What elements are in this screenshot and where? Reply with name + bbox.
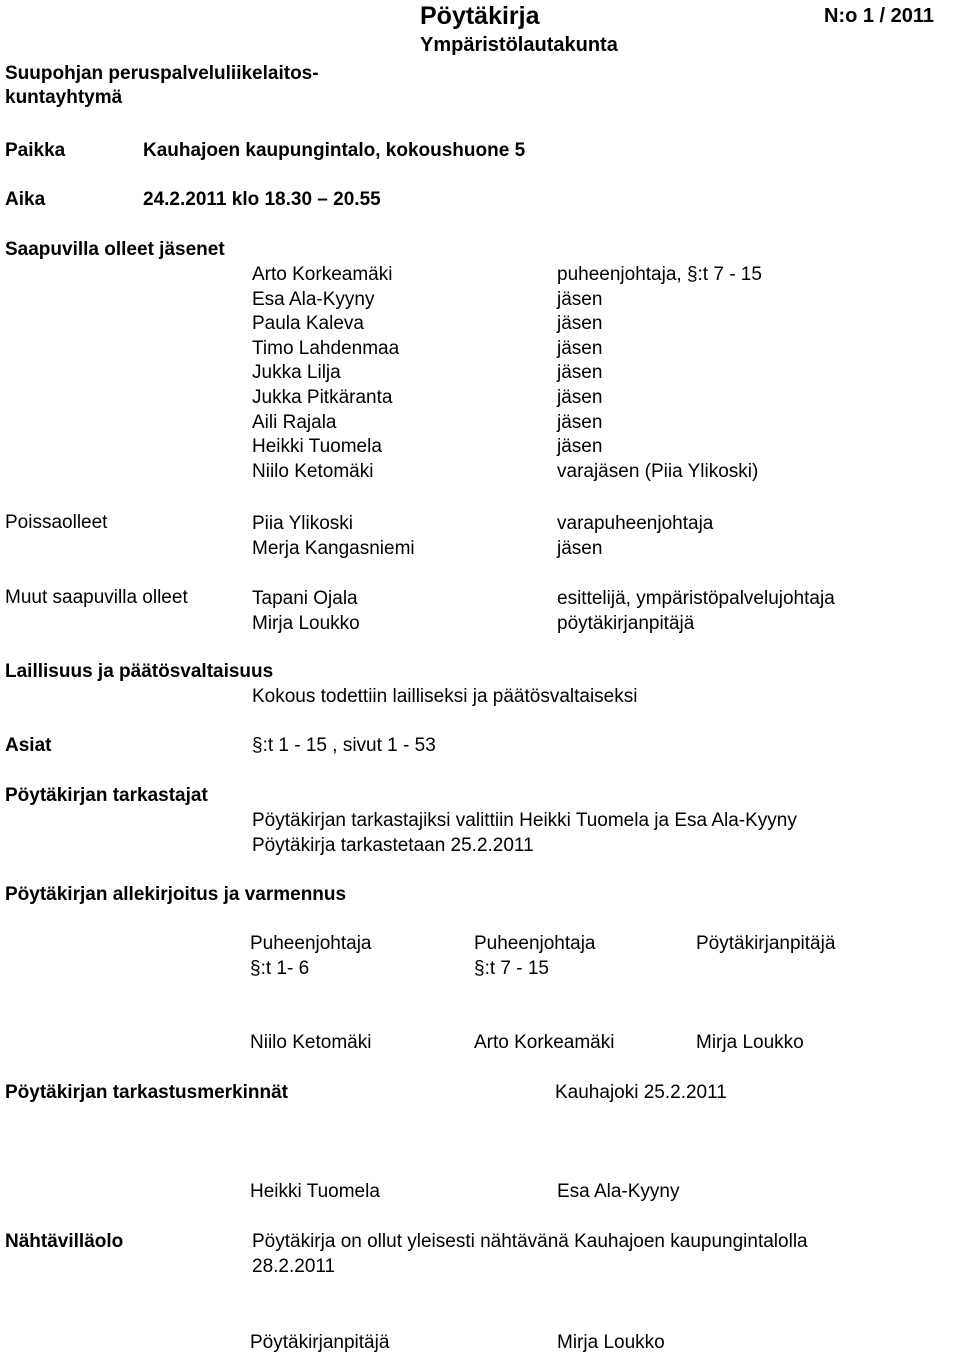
member-role: puheenjohtaja, §:t 7 - 15	[557, 264, 762, 285]
member-name: Arto Korkeamäki	[252, 264, 393, 285]
display-line1: Pöytäkirja on ollut yleisesti nähtävänä Kauhajoen kaupungintalolla	[252, 1231, 808, 1252]
matters-value: §:t 1 - 15 , sivut 1 - 53	[252, 735, 436, 756]
display-signer-role: Pöytäkirjanpitäjä	[250, 1332, 390, 1353]
display-label: Nähtävilläolo	[5, 1231, 124, 1252]
signature-name: Arto Korkeamäki	[474, 1032, 615, 1053]
others-roles	[557, 587, 835, 636]
member-role: jäsen	[557, 411, 603, 433]
signature-role: Pöytäkirjanpitäjä	[696, 933, 836, 954]
signature-scope: §:t 7 - 15	[474, 958, 549, 979]
organization-name-line1: Suupohjan peruspalveluliikelaitos-	[5, 63, 319, 84]
member-name: Aili Rajala	[252, 411, 337, 433]
matters-label: Asiat	[5, 735, 52, 756]
member-role: jäsen	[557, 537, 603, 559]
member-role: jäsen	[557, 362, 603, 384]
document-title: Pöytäkirja	[420, 2, 540, 30]
absent-roles	[557, 512, 713, 561]
member-name: Heikki Tuomela	[252, 436, 382, 458]
legality-label: Laillisuus ja päätösvaltaisuus	[5, 661, 274, 682]
place-label: Paikka	[5, 140, 66, 161]
document-number: N:o 1 / 2011	[824, 5, 935, 27]
present-label: Saapuvilla olleet jäsenet	[5, 239, 225, 260]
others-names	[252, 587, 360, 636]
absent-names	[252, 512, 415, 561]
time-label: Aika	[5, 189, 46, 210]
member-name: Niilo Ketomäki	[252, 460, 374, 482]
member-role: jäsen	[557, 313, 603, 335]
member-role: jäsen	[557, 386, 603, 408]
inspectors-label: Pöytäkirjan tarkastajat	[5, 785, 208, 806]
member-role: varajäsen (Piia Ylikoski)	[557, 460, 759, 482]
absent-label: Poissaolleet	[5, 512, 108, 533]
display-line2: 28.2.2011	[252, 1256, 336, 1277]
member-role: jäsen	[557, 288, 603, 310]
present-roles	[557, 263, 762, 484]
organization-name	[5, 62, 319, 110]
signature-name: Mirja Loukko	[696, 1032, 804, 1053]
member-name: Tapani Ojala	[252, 588, 358, 609]
legality-value: Kokous todettiin lailliseksi ja päätösvaltaiseksi	[252, 686, 638, 707]
inspector-name: Heikki Tuomela	[250, 1181, 380, 1202]
others-label: Muut saapuvilla olleet	[5, 587, 188, 608]
present-names	[252, 263, 399, 484]
signature-role: Puheenjohtaja	[474, 933, 596, 954]
inspection-marks-label: Pöytäkirjan tarkastusmerkinnät	[5, 1082, 289, 1103]
time-value: 24.2.2011 klo 18.30 – 20.55	[143, 189, 381, 210]
inspector-name: Esa Ala-Kyyny	[557, 1181, 680, 1202]
inspectors-line1: Pöytäkirjan tarkastajiksi valittiin Heikki Tuomela ja Esa Ala-Kyyny	[252, 810, 797, 831]
member-name: Esa Ala-Kyyny	[252, 288, 375, 310]
signature-role: Puheenjohtaja	[250, 933, 372, 954]
member-name: Timo Lahdenmaa	[252, 337, 400, 359]
member-role: jäsen	[557, 436, 603, 458]
member-name: Paula Kaleva	[252, 313, 364, 335]
member-role: varapuheenjohtaja	[557, 513, 714, 534]
member-name: Mirja Loukko	[252, 612, 360, 634]
member-name: Merja Kangasniemi	[252, 537, 415, 559]
board-name: Ympäristölautakunta	[420, 34, 618, 56]
signature-name: Niilo Ketomäki	[250, 1032, 372, 1053]
member-name: Piia Ylikoski	[252, 513, 354, 534]
signature-scope: §:t 1- 6	[250, 958, 310, 979]
member-role: esittelijä, ympäristöpalvelujohtaja	[557, 588, 835, 609]
member-name: Jukka Lilja	[252, 362, 341, 384]
display-signer-name: Mirja Loukko	[557, 1332, 665, 1353]
place-value: Kauhajoen kaupungintalo, kokoushuone 5	[143, 140, 526, 161]
member-role: pöytäkirjanpitäjä	[557, 612, 695, 634]
signatures-label: Pöytäkirjan allekirjoitus ja varmennus	[5, 884, 347, 905]
member-role: jäsen	[557, 337, 603, 359]
inspection-place-date: Kauhajoki 25.2.2011	[555, 1082, 727, 1103]
member-name: Jukka Pitkäranta	[252, 386, 393, 408]
organization-name-line2: kuntayhtymä	[5, 87, 123, 108]
inspectors-line2: Pöytäkirja tarkastetaan 25.2.2011	[252, 835, 534, 856]
